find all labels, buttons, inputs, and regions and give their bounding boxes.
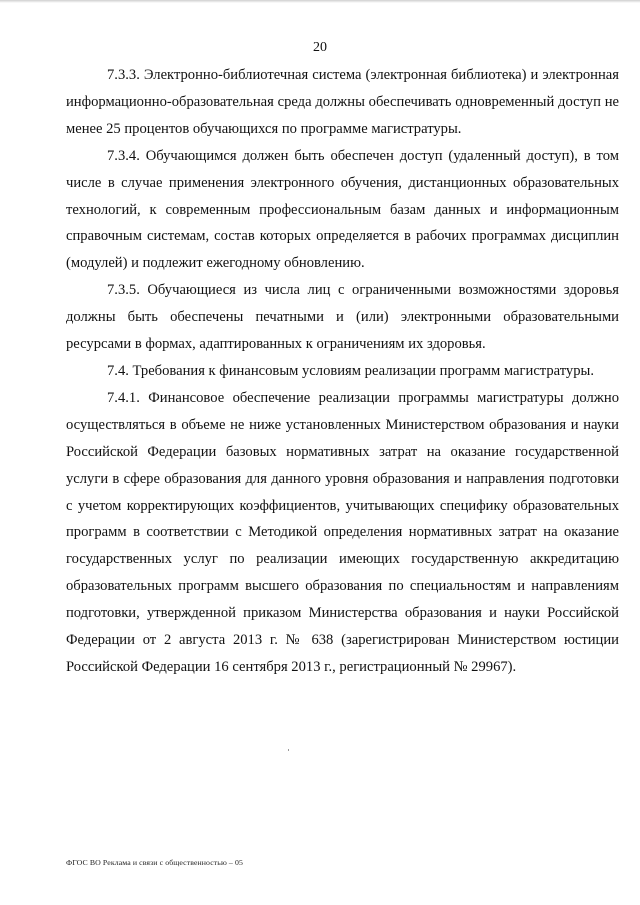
paragraph-7-3-3: 7.3.3. Электронно-библиотечная система (электронная библиотека) и электронная информационно-образовательная среда должны обеспечивать одновременный доступ не менее 25 процентов обучающихся по программе магистратуры. [66, 67, 619, 137]
paragraph-7-3-5: 7.3.5. Обучающиеся из числа лиц с ограниченными возможностями здоровья должны быть обеспечены печатными и (или) электронными образовательными ресурсами в формах, адаптированных к ограничениям их здоровья. [66, 282, 619, 353]
page-footer: ФГОС ВО Реклама и связи с общественностью – 05 [66, 858, 243, 867]
document-body [66, 62, 619, 681]
paragraph-7-4: 7.4. Требования к финансовым условиям реализации программ магистратуры. [107, 362, 594, 379]
page-number: 20 [313, 40, 327, 55]
scan-speck [288, 749, 289, 751]
scan-top-edge [0, 0, 640, 3]
paragraph-7-4-1: 7.4.1. Финансовое обеспечение реализации программы магистратуры должно осуществляться в объеме не ниже установленных Министерством образования и науки Российской Федерации базовых нормативных затрат на оказание государственной услуги в сфере образования для данного уровня образования и направления подготовки с учетом корректирующих коэффициентов, учитывающих специфику образовательных программ в соответствии с Методикой определения нормативных затрат на оказание государственных услуг по реализации имеющих государственную аккредитацию образовательных программ высшего образования по специальностям и направлениям подготовки, утвержденной приказом Министерства образования и науки Российской Федерации от 2 августа 2013 г. № 638 (зарегистрирован Министерством юстиции Российской Федерации 16 сентября 2013 г., регистрационный № 29967). [66, 389, 619, 675]
paragraph-7-3-4: 7.3.4. Обучающимся должен быть обеспечен доступ (удаленный доступ), в том числе в случае применения электронного обучения, дистанционных образовательных технологий, к современным профессиональным базам данных и информационным справочным системам, состав которых определяется в рабочих программах дисциплин (модулей) и подлежит ежегодному обновлению. [66, 147, 619, 272]
